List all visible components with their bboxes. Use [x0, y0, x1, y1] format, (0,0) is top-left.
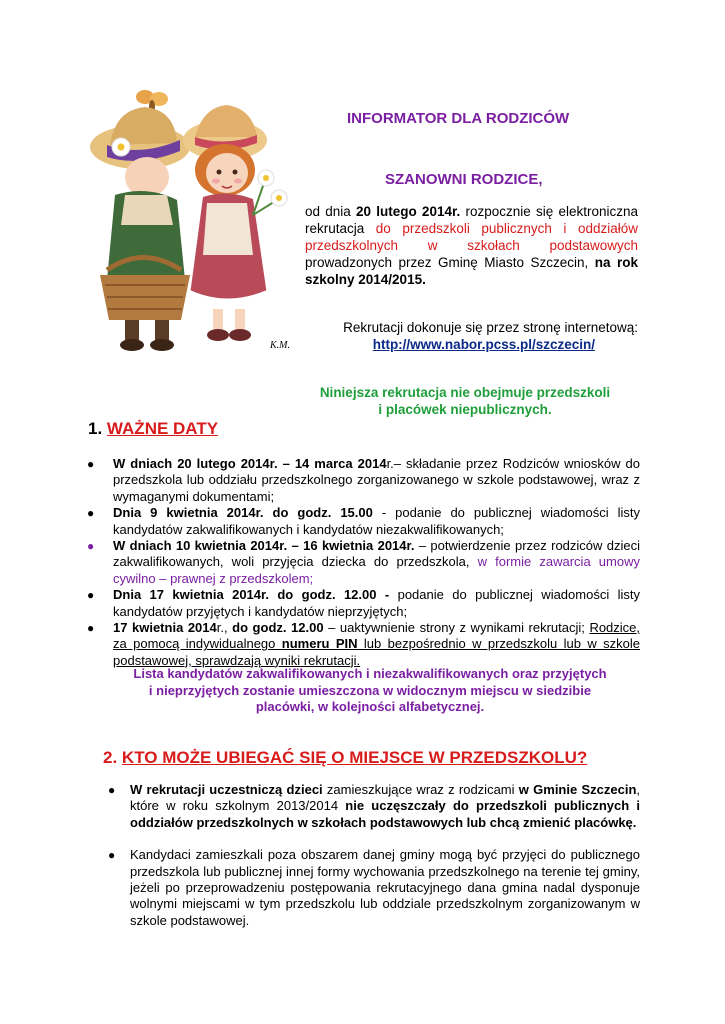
children-illustration [85, 85, 300, 355]
list-item: ● Kandydaci zamieszkali poza obszarem danej gminy mogą być przyjęci do publicznego przedszkola lub publicznej innej formy wychowania przedszkolnego na terenie tej gminy, jeżeli po przeprowadzeniu postępowania rekrutacyjnego dana gmina nadal dysponuje wolnymi miejscami w tym przedszkolu lub oddziale przedszkolnym zorganizowanym w szkole podstawowej. [108, 847, 640, 928]
item-bold-text: nie uczęszczały do przedszkoli publicznych i oddziałów przedszkolnych w szkołach podstawowych lub chcą zmienić placówkę. [130, 798, 640, 830]
intro-paragraph [305, 203, 638, 288]
list-item: ● W dniach 20 lutego 2014r. – 14 marca 2014r.– składanie przez Rodziców wniosków do przedszkola lub oddziału przedszkolnego zorganizowanego w szkole podstawowej, wraz z wymaganymi dokumentami; [87, 456, 640, 504]
daisy-icon [112, 138, 130, 156]
item-text: Kandydaci zamieszkali poza obszarem danej gminy mogą być przyjęci do publicznego przedszkola lub publicznej innej formy wychowania przedszkolnego na terenie tej gminy, jeżeli po przeprowadzeniu postępowania rekrutacyjnego dana gmina nadal dysponuje wolnymi miejscami w tym przedszkolu lub oddziale przedszkolnym zorganizowanym w szkole podstawowej. [130, 847, 640, 928]
intro-text-a: od dnia [305, 204, 356, 219]
daisy-bouquet-icon [253, 170, 287, 215]
date-range: 17 kwietnia 2014 [113, 620, 217, 636]
green-note-line2: i placówek niepublicznych. [378, 402, 552, 417]
eligibility-list [108, 782, 641, 929]
item-text: r.– składanie przez Rodziców wniosków do przedszkola lub oddziału przedszkolnego zorganizowanego w szkole podstawowej, wraz z wymaganymi dokumentami; [113, 456, 640, 504]
section2-heading [103, 748, 587, 768]
item-time: do godz. 12.00 [232, 620, 324, 636]
item-bold-text: W rekrutacji uczestniczą dzieci [130, 782, 323, 797]
item-text: , które w roku szkolnym 2013/2014 [130, 782, 641, 814]
section1-heading [88, 419, 218, 439]
list-item: ● W rekrutacji uczestniczą dzieci zamieszkujące wraz z rodzicami w Gminie Szczecin, które w roku szkolnym 2013/2014 nie uczęszczały do przedszkoli publicznych i oddziałów przedszkolnych w szkołach podstawowych lub chcą zmienić placówkę. [108, 782, 641, 830]
item-text: r., [216, 620, 233, 636]
date-range: Dnia 17 kwietnia 2014r. do godz. 12.00 - [113, 587, 390, 603]
section2-number: 2. [103, 748, 118, 767]
green-note [250, 384, 680, 418]
intro-red-text: do przedszkoli publicznych i oddziałów przedszkolnych w szkołach podstawowych [305, 221, 638, 253]
list-item: ● Dnia 17 kwietnia 2014r. do godz. 12.00 - podanie do publicznej wiadomości listy kandydatów przyjętych i kandydatów nieprzyjętych; [87, 587, 640, 619]
page-title: INFORMATOR DLA RODZICÓW [347, 110, 570, 127]
item-purple-text: w formie zawarcia umowy cywilno – prawnej z przedszkolem; [113, 554, 640, 586]
section1-number: 1. [88, 419, 103, 438]
pin-number-text: numeru PIN [281, 636, 358, 652]
purple-note-line: placówki, w kolejności alfabetycznej. [255, 699, 485, 714]
section1-title: WAŻNE DATY [106, 419, 219, 438]
date-range: Dnia 9 kwietnia 2014r. do godz. 15.00 [113, 505, 373, 521]
item-text: – uaktywnienie strony z wynikami rekrutacji; [323, 620, 590, 636]
item-text: zamieszkujące wraz z rodzicami [322, 782, 519, 797]
intro-school-year: na rok szkolny 2014/2015. [305, 255, 638, 287]
intro-date: 20 lutego 2014r. [355, 204, 461, 219]
green-note-line1: Niniejsza rekrutacja nie obejmuje przedszkoli [319, 385, 611, 400]
item-text: – potwierdzenie przez rodziców dzieci zakwalifikowanych, woli przyjęcia dziecka do przedszkola, [113, 538, 641, 570]
list-item: ● Dnia 9 kwietnia 2014r. do godz. 15.00 - podanie do publicznej wiadomości listy kandydatów zakwalifikowanych i kandydatów niezakwalifikowanych; [87, 505, 640, 537]
item-text: podanie do publicznej wiadomości listy kandydatów przyjętych i kandydatów nieprzyjętych; [113, 587, 640, 619]
recruitment-link[interactable]: http://www.nabor.pcss.pl/szczecin/ [372, 337, 595, 352]
purple-note-line: i nieprzyjętych zostanie umieszczona w widocznym miejscu w siedzibie [148, 682, 592, 698]
item-bold-text: w Gminie Szczecin [518, 782, 637, 797]
intro-text-b: rozpocznie się elektroniczna rekrutacja [305, 204, 638, 236]
purple-note-line: Lista kandydatów zakwalifikowanych i niezakwalifikowanych oraz przyjętych [133, 666, 607, 681]
purple-note [120, 666, 620, 716]
date-range: W dniach 10 kwietnia 2014r. – 16 kwietnia 2014r. [113, 538, 415, 554]
website-info: Rekrutacji dokonuje się przez stronę internetową: [343, 320, 638, 335]
item-text: - podanie do publicznej wiadomości listy kandydatów zakwalifikowanych i kandydatów niezakwalifikowanych; [113, 505, 640, 537]
important-dates-list [87, 456, 641, 669]
list-item: ● 17 kwietnia 2014r., do godz. 12.00 – uaktywnienie strony z wynikami rekrutacji; Rodzice, za pomocą indywidualnego numeru PIN lub bezpośrednio w przedszkolu lub w szkole podstawowej, sprawdzają wyniki rekrutacji. [87, 620, 641, 668]
greeting: SZANOWNI RODZICE, [385, 171, 543, 188]
section2-title: KTO MOŻE UBIEGAĆ SIĘ O MIEJSCE W PRZEDSZKOLU? [121, 748, 588, 767]
intro-text-c: prowadzonych przez Gminę Miasto Szczecin, [305, 255, 595, 270]
item-underlined-text: lub bezpośrednio w przedszkolu lub w szkole podstawowej, sprawdzają wyniki rekrutacji. [113, 636, 640, 668]
list-item: ● W dniach 10 kwietnia 2014r. – 16 kwietnia 2014r. – potwierdzenie przez rodziców dzieci zakwalifikowanych, woli przyjęcia dziecka do przedszkola, w formie zawarcia umowy cywilno – prawnej z przedszkolem; [87, 538, 641, 586]
illustration-signature: K.M. [270, 340, 290, 351]
date-range: W dniach 20 lutego 2014r. – 14 marca 2014 [113, 456, 387, 471]
item-underlined-text: Rodzice, za pomocą indywidualnego [113, 620, 641, 652]
